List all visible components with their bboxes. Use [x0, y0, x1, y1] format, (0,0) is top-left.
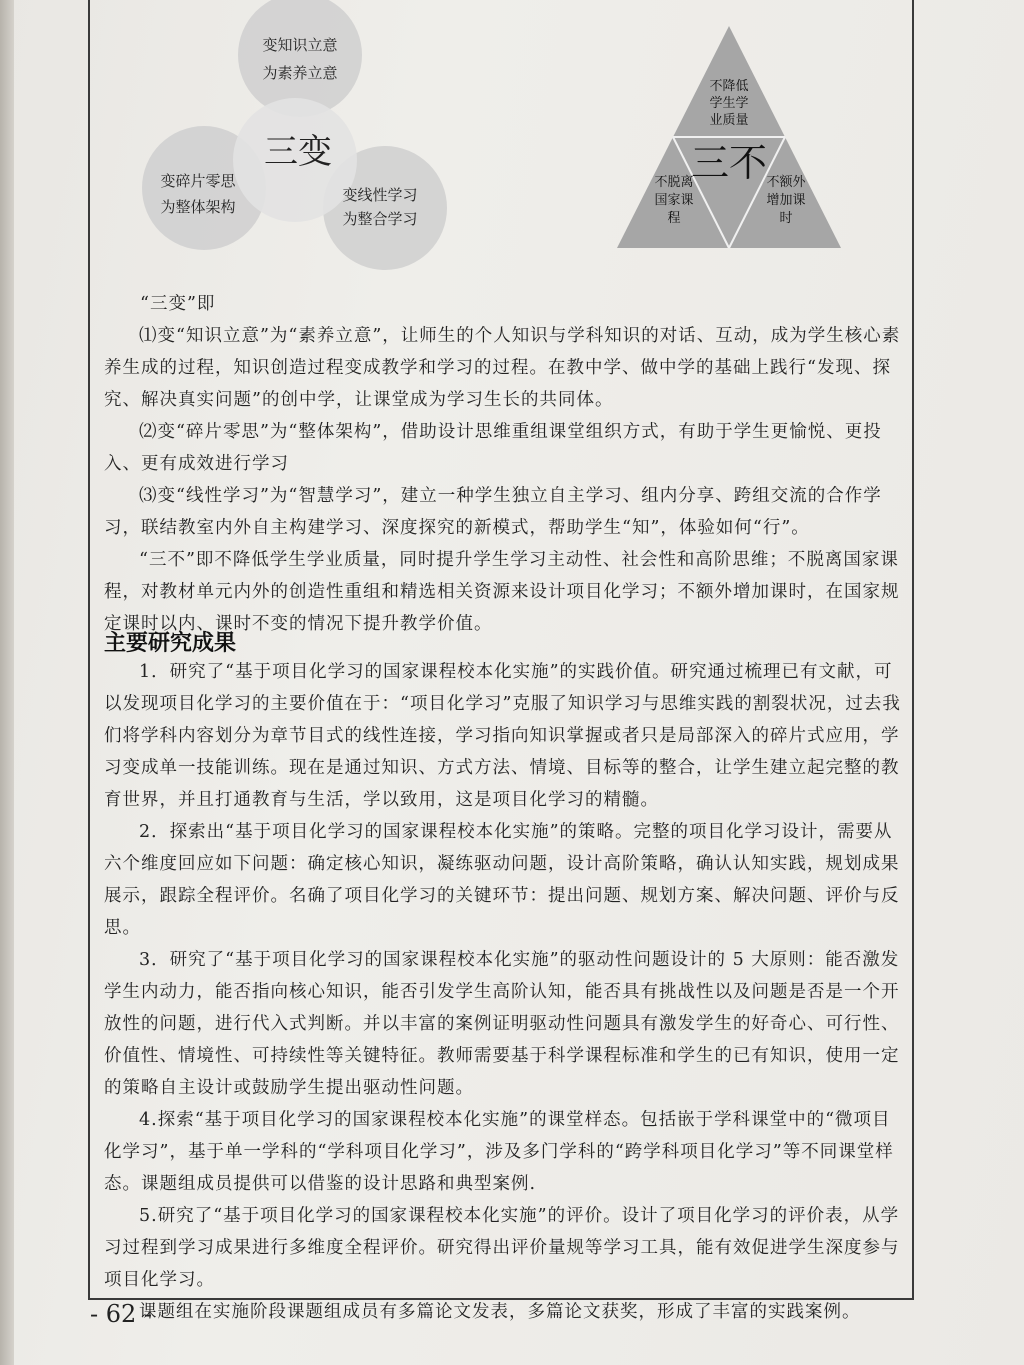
venn-center-label: 三变	[264, 132, 332, 172]
result-paragraph-4: 4.探索“基于项目化学习的国家课程校本化实施”的课堂样态。包括嵌于学科课堂中的“微项目化学习”，基于单一学科的“学科项目化学习”，涉及多门学科的“跨学科项目化学习”等不同课堂样态。课题组成员提供可以借鉴的设计思路和典型案例.	[104, 1110, 894, 1194]
section-heading: 主要研究成果	[104, 631, 237, 656]
tri-top-line2: 学生学	[709, 96, 749, 111]
tri-top-line1: 不降低	[709, 79, 749, 94]
tri-center-label: 三不	[690, 141, 768, 185]
san-bian-label: “三变”即	[140, 294, 216, 314]
tri-right-line3: 时	[779, 211, 793, 226]
result-paragraph-1: 1．研究了“基于项目化学习的国家课程校本化实施”的实践价值。研究通过梳理已有文献，可以发现项目化学习的主要价值在于：“项目化学习”克服了知识学习与思维实践的割裂状况，过去我们将学科内容划分为章节目式的线性连接，学习指向知识掌握或者只是局部深入的碎片式应用，学习变成单一技能训练。现在是通过知识、方式方法、情境、目标等的整合，让学生建立起完整的教育世界，并且打通教育与生活，学以致用，这是项目化学习的精髓。	[104, 662, 901, 810]
tri-left-line2: 国家课	[654, 193, 694, 208]
tri-left-line1: 不脱离	[654, 175, 694, 190]
intro-item-2: ⑵变“碎片零思”为“整体架构”，借助设计思维重组课堂组织方式，有助于学生更愉悦、更投入、更有成效进行学习	[104, 422, 882, 474]
results-block	[104, 656, 904, 1328]
tri-top-line3: 业质量	[709, 113, 749, 128]
page-edge-shadow	[0, 0, 14, 1365]
san-bu-paragraph: “三不”即不降低学生学业质量，同时提升学生学习主动性、社会性和高阶思维；不脱离国家课程，对教材单元内外的创造性重组和精选相关资源来设计项目化学习；不额外增加课时，在国家规定课时以内、课时不变的情况下提升教学价值。	[104, 550, 900, 634]
result-paragraph-2: 2．探索出“基于项目化学习的国家课程校本化实施”的策略。完整的项目化学习设计，需要从六个维度回应如下问题：确定核心知识，凝练驱动问题，设计高阶策略，确认认知实践，规划成果展示，跟踪全程评价。名确了项目化学习的关键环节：提出问题、规划方案、解决问题、评价与反思。	[104, 822, 900, 938]
venn-top-line1: 变知识立意	[262, 36, 338, 54]
result-paragraph-6: 课题组在实施阶段课题组成员有多篇论文发表，多篇论文获奖，形成了丰富的实践案例。	[139, 1302, 861, 1322]
result-paragraph-3: 3．研究了“基于项目化学习的国家课程校本化实施”的驱动性问题设计的 5 大原则：能否激发学生内动力，能否指向核心知识，能否引发学生高阶认知，能否具有挑战性以及问题是否是一个开放性的问题，进行代入式判断。并以丰富的案例证明驱动性问题具有激发学生的好奇心、可行性、价值性、情境性、可持续性等关键特征。教师需要基于科学课程标准和学生的已有知识，使用一定的策略自主设计或鼓励学生提出驱动性问题。	[104, 950, 900, 1098]
tri-right-line1: 不额外	[766, 175, 806, 190]
tri-right-line2: 增加课	[766, 193, 806, 208]
venn-left-line1: 变碎片零思	[160, 172, 236, 190]
venn-left-line2: 为整体架构	[160, 198, 236, 216]
tri-left-line3: 程	[667, 211, 681, 226]
san-bian-venn-diagram	[140, 0, 470, 280]
result-paragraph-5: 5.研究了“基于项目化学习的国家课程校本化实施”的评价。设计了项目化学习的评价表，从学习过程到学习成果进行多维度全程评价。研究得出评价量规等学习工具，能有效促进学生深度参与项目化学习。	[104, 1206, 900, 1290]
intro-item-1: ⑴变“知识立意”为“素养立意”，让师生的个人知识与学科知识的对话、互动，成为学生核心素养生成的过程，知识创造过程变成教学和学习的过程。在教中学、做中学的基础上践行“发现、探究、解决真实问题”的创中学，让课堂成为学习生长的共同体。	[104, 326, 901, 410]
san-bu-triangle-diagram	[614, 22, 844, 252]
venn-right-line2: 为整合学习	[342, 210, 418, 228]
intro-block	[104, 288, 904, 640]
venn-top-line2: 为素养立意	[262, 64, 338, 82]
intro-item-3: ⑶变“线性学习”为“智慧学习”，建立一种学生独立自主学习、组内分享、跨组交流的合作学习，联结教室内外自主构建学习、深度探究的新模式，帮助学生“知”，体验如何“行”。	[104, 486, 882, 538]
venn-right-line1: 变线性学习	[342, 186, 418, 204]
page-number: - 62 -	[90, 1300, 153, 1328]
